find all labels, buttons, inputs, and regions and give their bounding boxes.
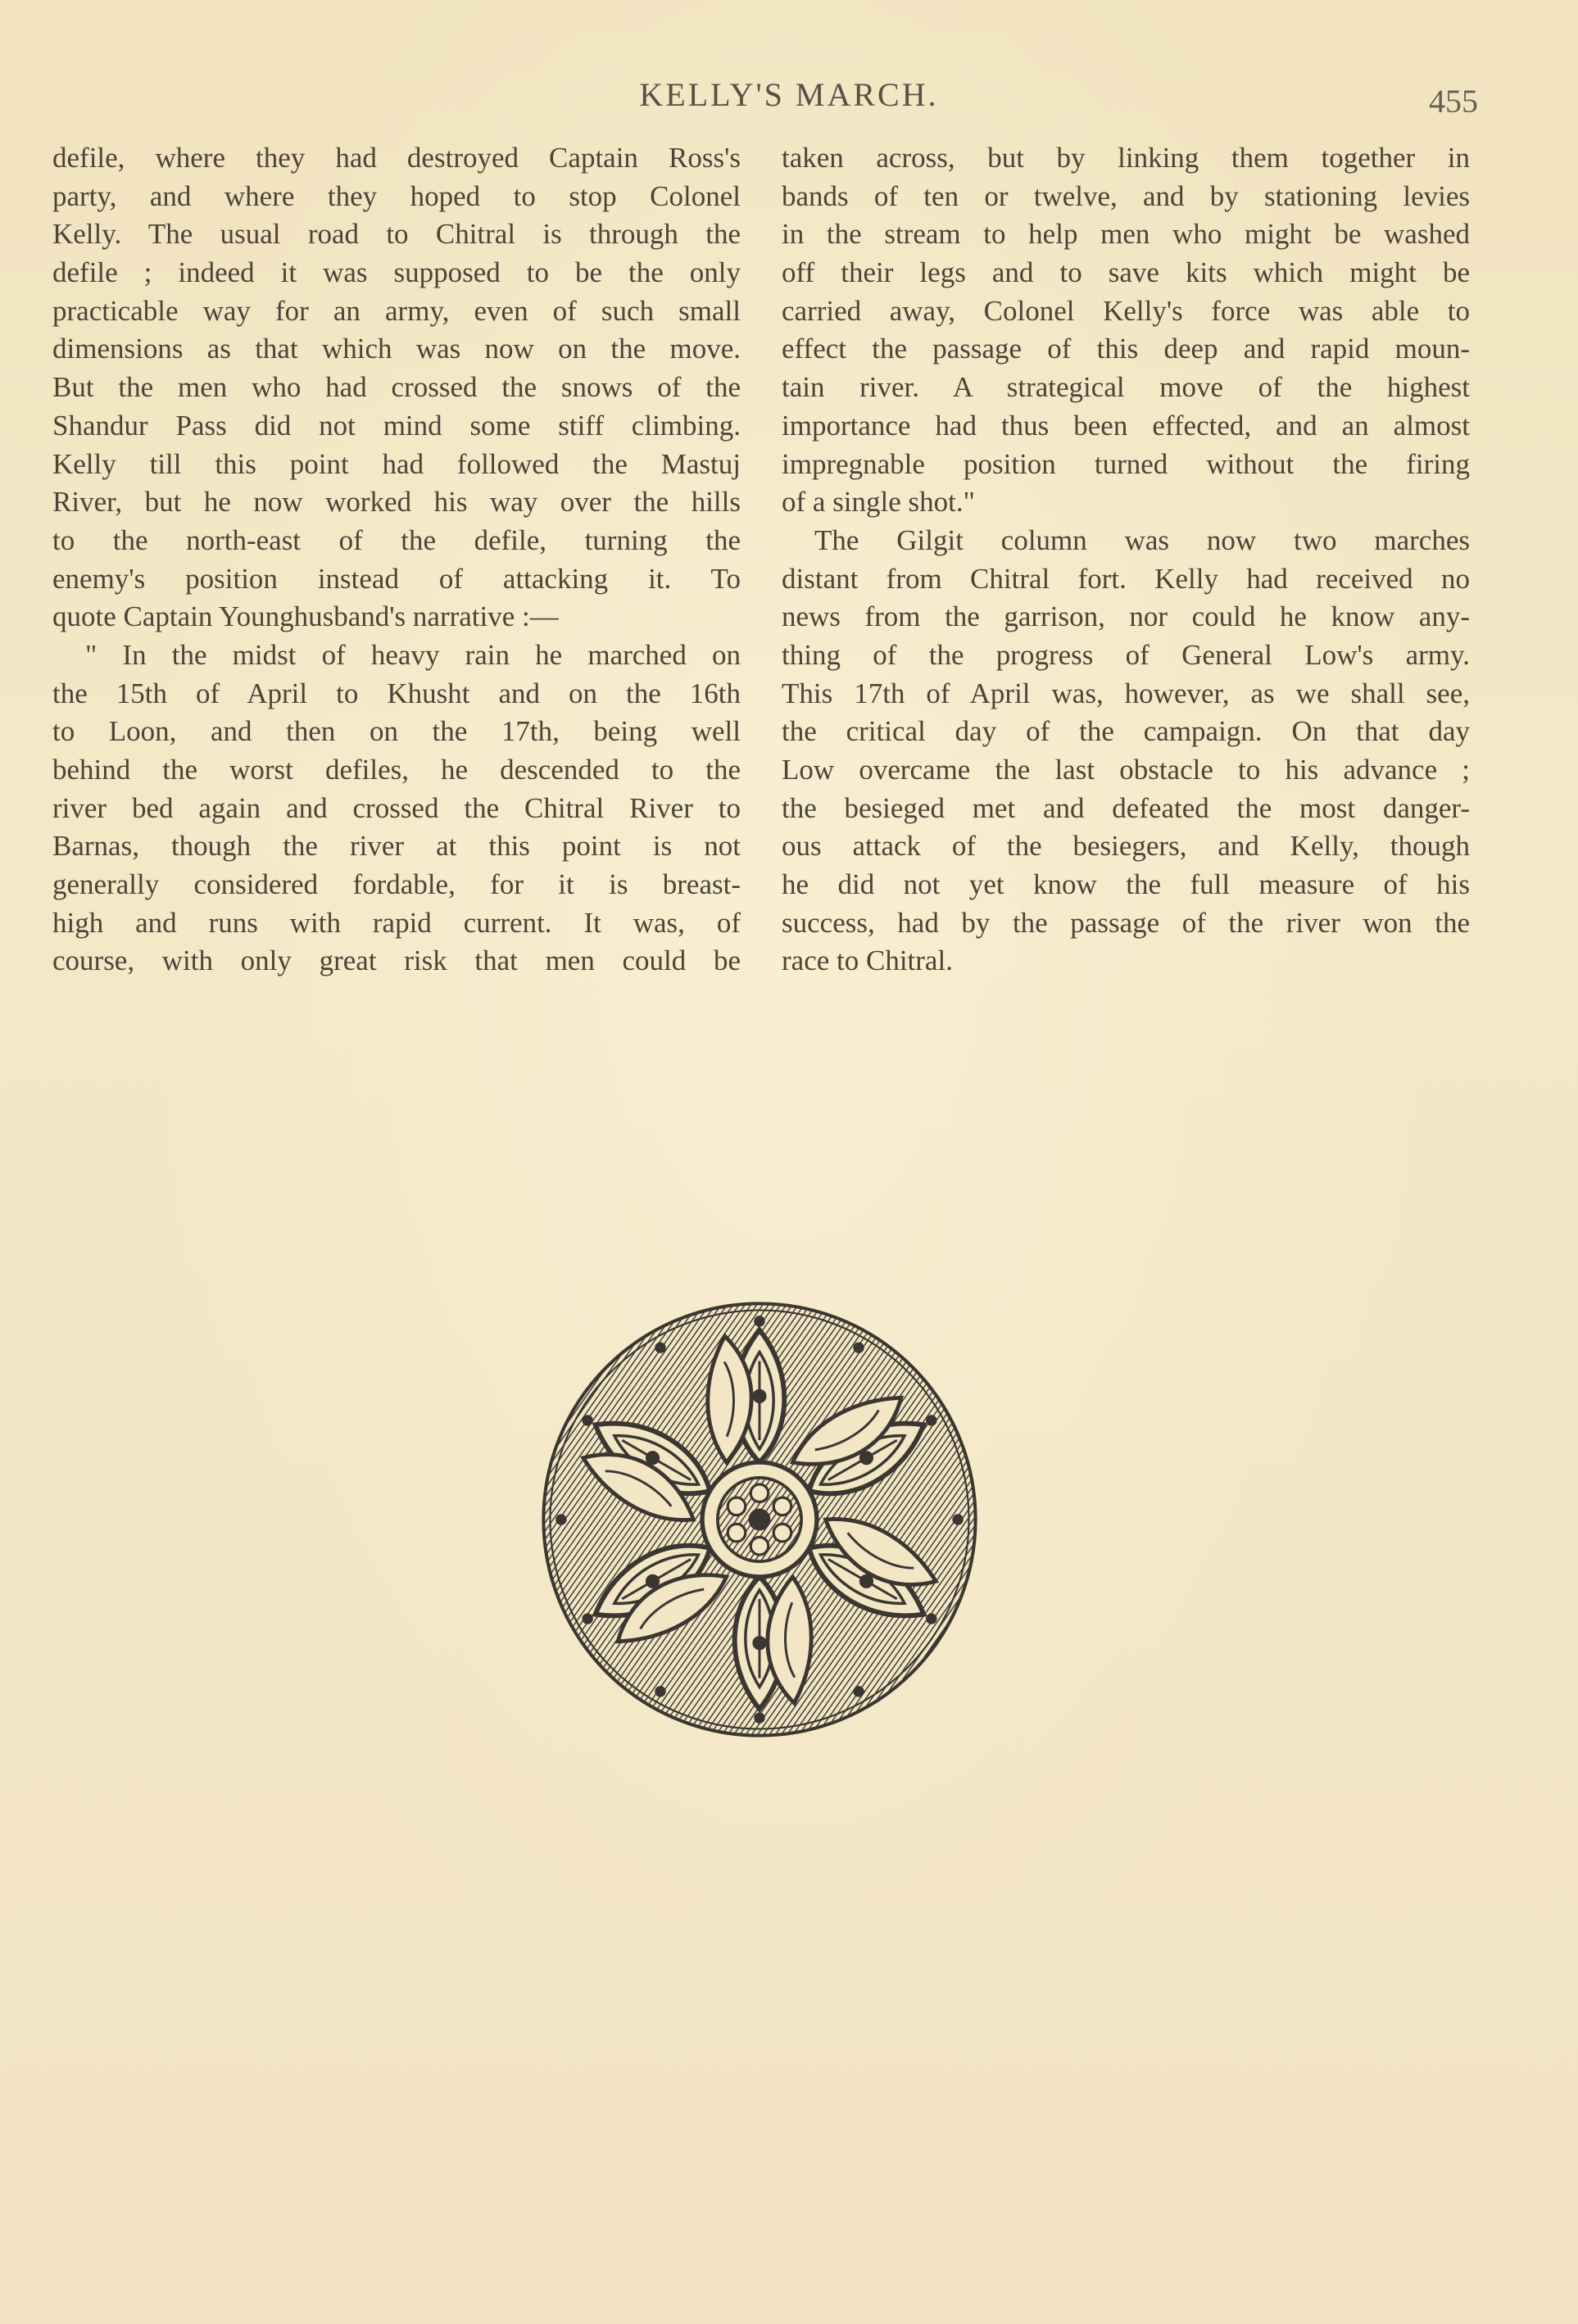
text-line: high and runs with rapid current. It was, of [52, 906, 741, 939]
text-line: quote Captain Younghusband's narrative :— [52, 600, 559, 633]
text-line: party, and where they hoped to stop Colonel [52, 179, 741, 212]
text-line: news from the garrison, nor could he know any- [782, 600, 1470, 633]
running-head: KELLY'S MARCH. [639, 76, 939, 113]
left-column [52, 139, 741, 981]
right-column [782, 139, 1470, 981]
text-line: taken across, but by linking them together in [782, 142, 1470, 174]
text-line: course, with only great risk that men could be [52, 945, 741, 977]
text-line: enemy's position instead of attacking it. To [52, 562, 741, 595]
text-line: carried away, Colonel Kelly's force was able to [782, 294, 1470, 327]
text-line: the besieged met and defeated the most danger- [782, 791, 1470, 824]
text-line: to Loon, and then on the 17th, being well [52, 715, 741, 748]
text-line: practicable way for an army, even of such small [52, 294, 741, 327]
text-line: dimensions as that which was now on the move. [52, 333, 741, 365]
text-line: But the men who had crossed the snows of the [52, 371, 741, 404]
text-line: Barnas, though the river at this point is not [52, 830, 741, 863]
text-line: off their legs and to save kits which might be [782, 256, 1470, 289]
text-line: River, but he now worked his way over the hills [52, 486, 741, 519]
text-line: bands of ten or twelve, and by stationing levies [782, 179, 1470, 212]
text-line: ous attack of the besiegers, and Kelly, though [782, 830, 1470, 863]
text-line: river bed again and crossed the Chitral River to [52, 791, 741, 824]
text-line: Low overcame the last obstacle to his advance ; [782, 754, 1470, 786]
text-line: behind the worst defiles, he descended to the [52, 754, 741, 786]
text-line: in the stream to help men who might be washed [782, 218, 1470, 251]
text-line: of a single shot." [782, 486, 975, 519]
text-line: tain river. A strategical move of the highest [782, 371, 1470, 404]
text-line: importance had thus been effected, and an almost [782, 409, 1470, 442]
text-line: distant from Chitral fort. Kelly had received no [782, 562, 1470, 595]
text-line: defile ; indeed it was supposed to be the only [52, 256, 741, 289]
text-line: defile, where they had destroyed Captain Ross's [52, 142, 741, 174]
text-line: " In the midst of heavy rain he marched on [85, 638, 741, 671]
text-line: he did not yet know the full measure of his [782, 868, 1470, 901]
text-line: effect the passage of this deep and rapid moun- [782, 333, 1470, 365]
text-line: the critical day of the campaign. On that day [782, 715, 1470, 748]
text-line: This 17th of April was, however, as we shall see, [782, 677, 1470, 709]
text-line: The Gilgit column was now two marches [814, 523, 1470, 556]
text-line: generally considered fordable, for it is breast- [52, 868, 741, 901]
text-line: Shandur Pass did not mind some stiff climbing. [52, 409, 741, 442]
text-line: Kelly. The usual road to Chitral is through the [52, 218, 741, 251]
text-line: thing of the progress of General Low's army. [782, 638, 1470, 671]
circular-arabesque-ornament-icon [539, 1299, 980, 1740]
text-line: success, had by the passage of the river won the [782, 906, 1470, 939]
text-line: to the north-east of the defile, turning the [52, 523, 741, 556]
text-line: race to Chitral. [782, 945, 953, 977]
page-number: 455 [1429, 83, 1478, 120]
text-line: the 15th of April to Khusht and on the 16th [52, 677, 741, 709]
text-line: impregnable position turned without the firing [782, 447, 1470, 480]
text-line: Kelly till this point had followed the Mastuj [52, 447, 741, 480]
